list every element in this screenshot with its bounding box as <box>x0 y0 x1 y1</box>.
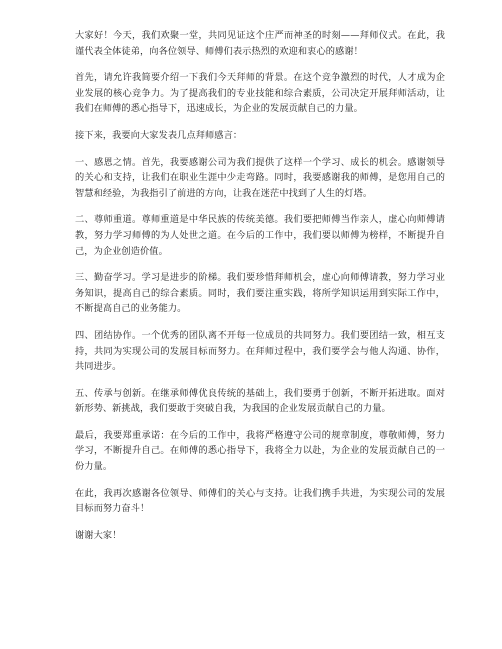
teamwork-paragraph: 四、团结协作。一个优秀的团队离不开每一位成员的共同努力。我们要团结一致，相互支持，共同为实现公司的发展目标而努力。在拜师过程中，我们要学会与他人沟通、协作，共同进步。 <box>75 329 445 373</box>
commitment-paragraph: 最后，我要郑重承诺：在今后的工作中，我将严格遵守公司的规章制度，尊敬师傅，努力学习，不断提升自己。在师傅的悉心指导下，我将全力以赴，为企业的发展贡献自己的一份力量。 <box>75 429 445 473</box>
intro-paragraph: 接下来，我要向大家发表几点拜师感言： <box>75 129 243 141</box>
diligent-study-paragraph: 三、勤奋学习。学习是进步的阶梯。我们要珍惜拜师机会，虚心向师傅请教，努力学习业务知识，提高自己的综合素质。同时，我们要注重实践，将所学知识运用到实际工作中，不断提高自己的业务能力。 <box>75 272 445 315</box>
gratitude-paragraph: 一、感恩之情。首先，我要感谢公司为我们提供了这样一个学习、成长的机会。感谢领导的关心和支持，让我们在职业生涯中少走弯路。同时，我要感谢我的师傅，是您用自己的智慧和经验，为我指引了前进的方向，让我在迷茫中找到了人生的灯塔。 <box>75 156 445 199</box>
respect-teacher-paragraph: 二、尊师重道。尊师重道是中华民族的传统美德。我们要把师傅当作亲人，虚心向师傅请教，努力学习师傅的为人处世之道。在今后的工作中，我们要以师傅为榜样，不断提升自己，为企业创造价值。 <box>75 214 445 257</box>
background-paragraph: 首先，请允许我简要介绍一下我们今天拜师的背景。在这个竞争激烈的时代，人才成为企业发展的核心竞争力。为了提高我们的专业技能和综合素质，公司决定开展拜师活动，让我们在师傅的悉心指导下，迅速成长，为企业的发展贡献自己的力量。 <box>75 72 445 115</box>
closing-thanks-paragraph: 在此，我再次感谢各位领导、师傅们的关心与支持。让我们携手共进，为实现公司的发展目标而努力奋斗！ <box>75 487 445 515</box>
opening-paragraph: 大家好！今天，我们欢聚一堂，共同见证这个庄严而神圣的时刻——拜师仪式。在此，我谨代表全体徒弟，向各位领导、师傅们表示热烈的欢迎和衷心的感谢！ <box>75 30 445 57</box>
final-thanks-paragraph: 谢谢大家！ <box>75 529 122 541</box>
inherit-innovate-paragraph: 五、传承与创新。在继承师傅优良传统的基础上，我们要勇于创新，不断开拓进取。面对新形势、新挑战，我们要敢于突破自我，为我国的企业发展贡献自己的力量。 <box>75 387 445 415</box>
document-page <box>75 28 445 554</box>
